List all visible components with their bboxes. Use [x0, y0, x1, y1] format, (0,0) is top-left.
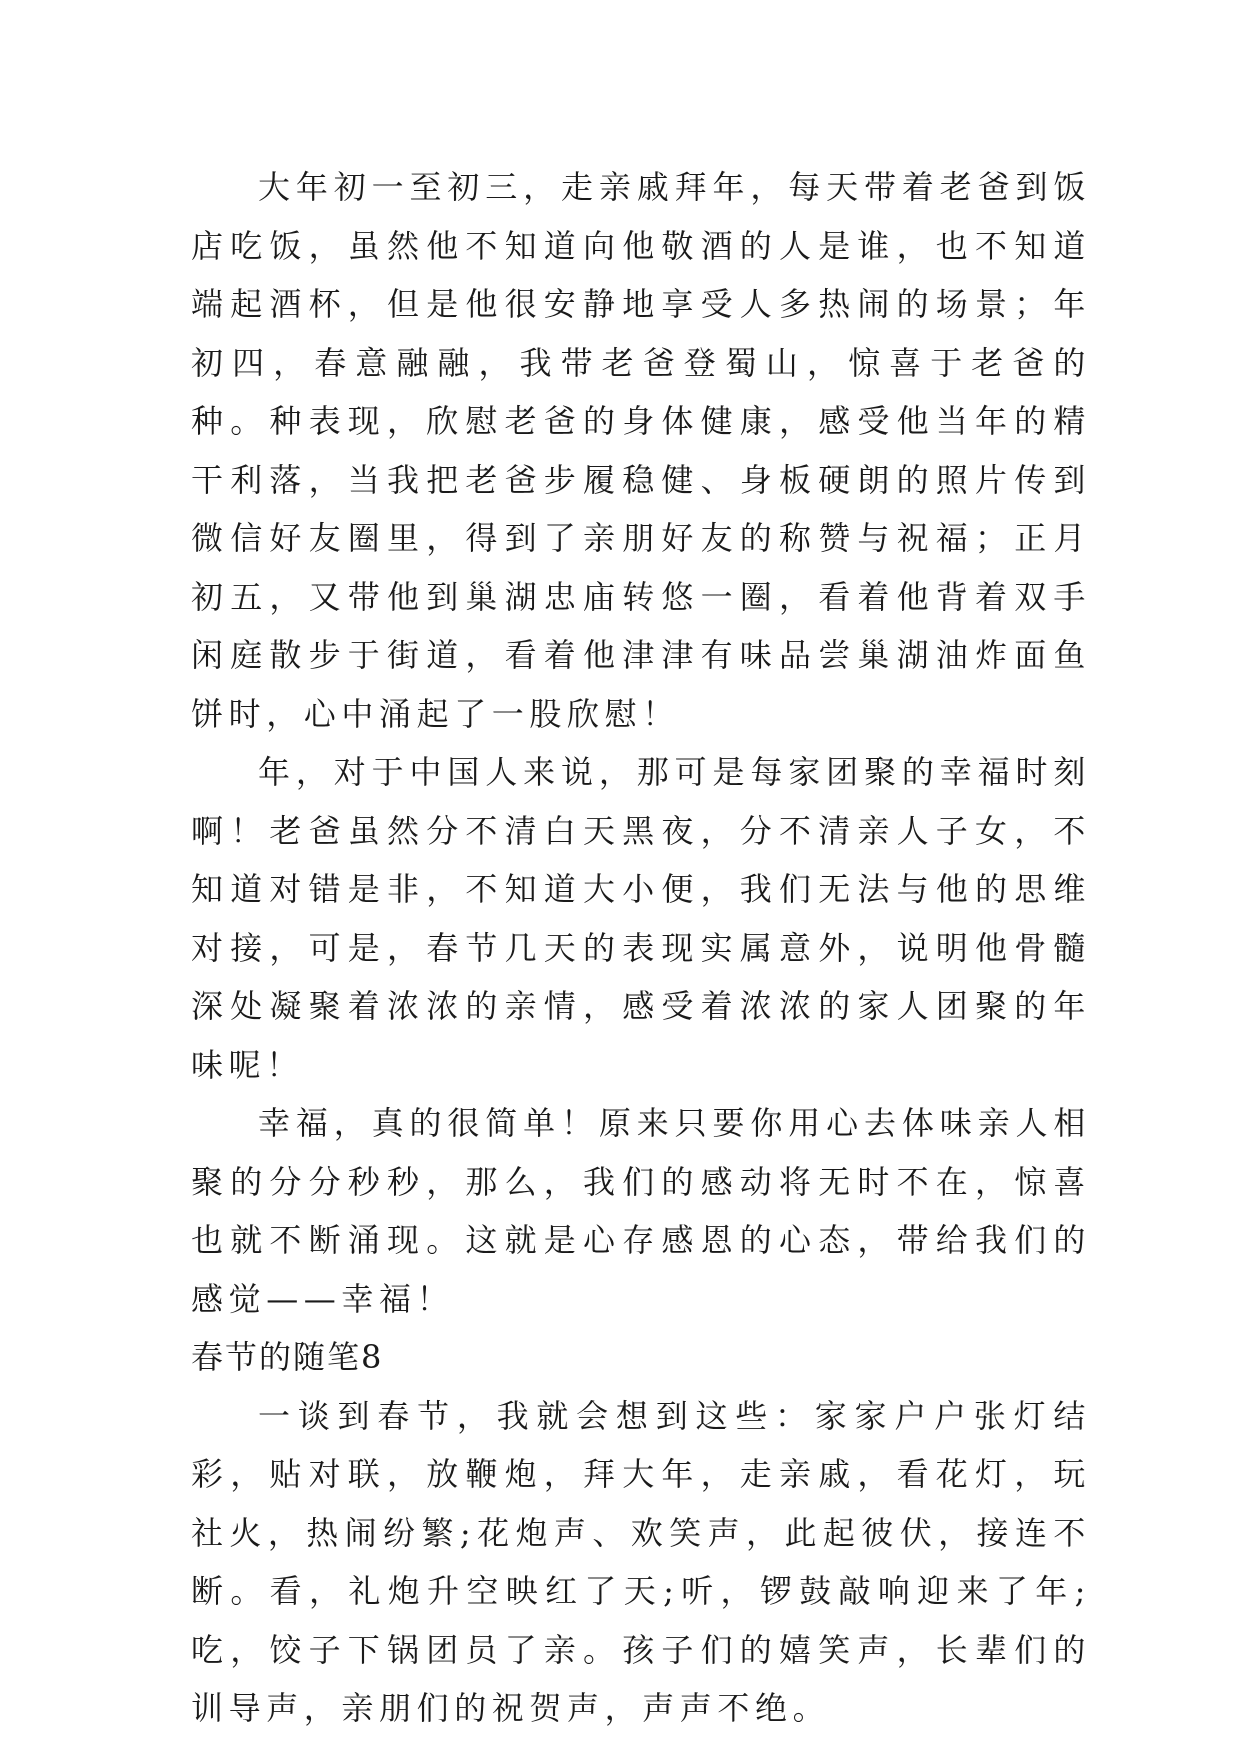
paragraph-new-year-visits: 大年初一至初三，走亲戚拜年，每天带着老爸到饭店吃饭，虽然他不知道向他敬酒的人是谁，也不知道端起酒杯，但是他很安静地享受人多热闹的场景；年初四，春意融融，我带老爸登蜀山，惊喜于老爸的种。种表现，欣慰老爸的身体健康，感受他当年的精干利落，当我把老爸步履稳健、身板硬朗的照片传到微信好友圈里，得到了亲朋好友的称赞与祝福；正月初五，又带他到巢湖忠庙转悠一圈，看着他背着双手闲庭散步于街道，看着他津津有味品尝巢湖油炸面鱼饼时，心中涌起了一股欣慰！ [191, 168, 1091, 733]
document-body [191, 158, 1091, 1738]
paragraph-spring-festival: 一谈到春节，我就会想到这些：家家户户张灯结彩，贴对联，放鞭炮，拜大年，走亲戚，看花灯，玩社火，热闹纷繁;花炮声、欢笑声，此起彼伏，接连不断。看，礼炮升空映红了天;听，锣鼓敲响迎来了年;吃，饺子下锅团员了亲。孩子们的嬉笑声，长辈们的训导声，亲朋们的祝贺声，声声不绝。 [191, 1396, 1091, 1727]
paragraph-reunion: 年，对于中国人来说，那可是每家团聚的幸福时刻啊！老爸虽然分不清白天黑夜，分不清亲人子女，不知道对错是非，不知道大小便，我们无法与他的思维对接，可是，春节几天的表现实属意外，说明他骨髓深处凝聚着浓浓的亲情，感受着浓浓的家人团聚的年味呢！ [191, 753, 1091, 1084]
paragraph-happiness: 幸福，真的很简单！原来只要你用心去体味亲人相聚的分分秒秒，那么，我们的感动将无时不在，惊喜也就不断涌现。这就是心存感恩的心态，带给我们的感觉——幸福！ [191, 1104, 1091, 1318]
section-heading: 春节的随笔8 [191, 1338, 384, 1376]
